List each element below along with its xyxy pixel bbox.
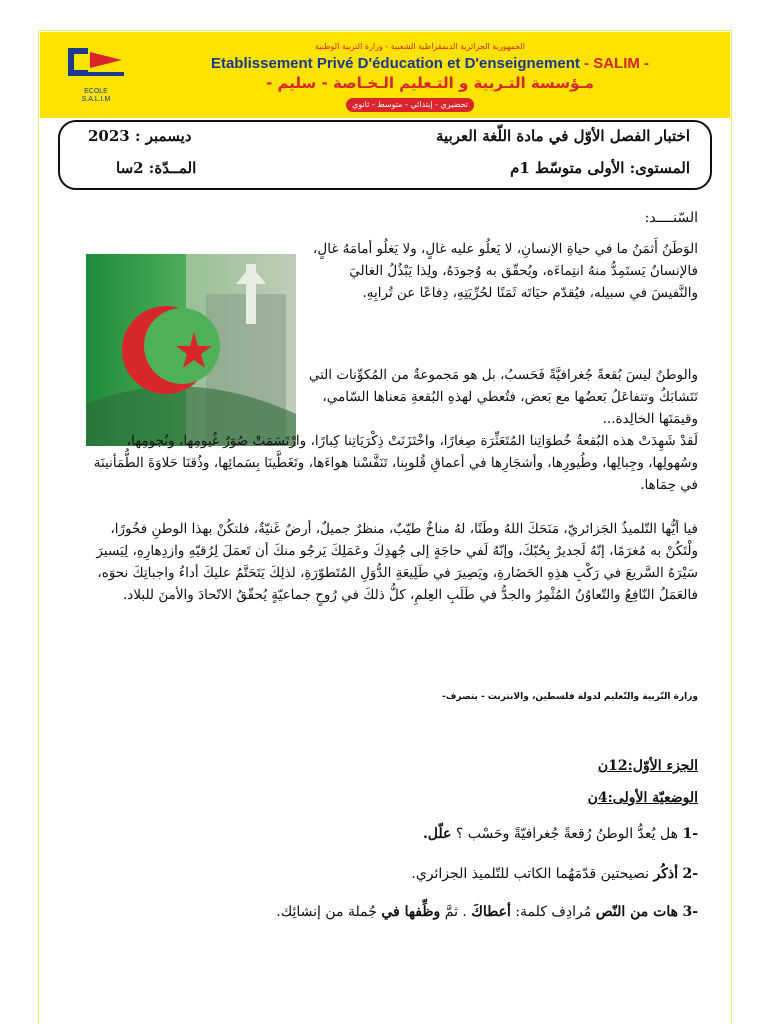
part-one-heading: الجزء الأوّل:12ن: [597, 758, 698, 774]
exam-date: ديسمبر : 2023: [88, 127, 192, 145]
situation-one-heading: الوضعيّة الأولى:4ن: [587, 790, 698, 806]
question-2-instruction: أذكُر: [653, 866, 678, 882]
question-2-number: -2: [682, 866, 698, 882]
exam-duration: المــدّة: 2سا: [116, 159, 197, 177]
logo-text-ecole: ECOLE: [84, 88, 108, 95]
question-3: [276, 904, 698, 920]
algeria-flag-image: [86, 254, 296, 446]
question-3-word: أعطاكَ: [471, 904, 511, 920]
school-name-ar: مـؤسسة التـربية و التـعليم الـخـاصة - سليم -: [266, 74, 594, 92]
paragraph-3: لَقدْ شَهِدَتْ هذه البُقعةُ خُطوَاتِنا المُتَعَثِّرَة صِغارًا، واخْتَزَنَتْ ذِكْرَيَاتِنا كِبارًا، وارْتَسَمَتْ صُوَرُ غُيومِها، ونُجومِها، وسُهولِها، وجِبالِها، وطُيورِها، وأشجَارِها في أعماقِ قُلوبِنا، تَنَفَّسْنا هواءَها، وتَغَطَّينَا بِسَمائِها، وذُقنَا حَلاوَةَ الطُّمَأنينَة في حِمَاها.: [93, 433, 698, 493]
exam-title: اختبار الفصل الأوّل في مادة اللّغة العربية: [436, 127, 690, 145]
text-source: وزارة التّربية والتّعليم لدولة فلسطين، والانترنت - بتصرف-: [442, 692, 698, 702]
school-name-fr-salim: - SALIM -: [584, 55, 650, 72]
logo-text-salim: S.A.L.I.M: [81, 96, 111, 103]
school-name-fr: [150, 55, 710, 72]
question-1-number: -1: [682, 826, 698, 842]
question-3-end: جُملة من إنشائِك.: [276, 904, 377, 920]
question-1-text: هل يُعدُّ الوطنُ رُقعةً جُغرافيّةً وحَسْب ؟: [455, 826, 678, 842]
ministry-line: الجمهورية الجزائرية الديمقراطية الشعبية - وزارة التربية الوطنية: [315, 42, 525, 51]
question-3-then: . ثمَّ: [444, 904, 467, 920]
paragraph-4: فيا أيُّها التّلميذُ الجَزائريّ، مَنَحَكَ اللهُ وطَنًا، لهُ مناخٌ طيّبٌ، منظرٌ جميلٌ، أرضٌ غَنيّةٌ، فلتكُنْ بهذا الوطنِ فخُورًا، ولْتَكُنْ به مُغرَمًا، إنّهُ لَجديرٌ بِحُبّكَ، وإنّهُ لَفي حاجَةٍ إلى جُهدِكَ وعَمَلِكَ يَرجُو منكَ أن تَعمَلَ لِرُقيّهِ وازدِهارِهِ، لِيَسيرَ سَيْرَهُ السَّريعَ في رَكْبِ هذِهِ الحَضَارةِ، ويَصِيرَ في طَلِيعَةِ الدُّوَلِ المُتَطوّرَةِ، لذلِكَ يَتَحَتَّمُ عليكَ أداءُ واجباتِكَ نحوَه، فالعَمَلُ النّافِعُ والتّعاوُنُ المُثْمِرُ والجدُّ في طَلَبِ العِلمِ، كلُّ ذلكَ في رُوحٍ جماعيّةٍ يُحقّقُ الاتّحادَ والأمنَ للبلاد.: [96, 521, 698, 603]
question-1: [423, 826, 698, 842]
question-2: [411, 866, 698, 882]
question-1-instruction: علّل.: [422, 826, 452, 842]
question-3-number: -3: [682, 904, 698, 920]
logo-text: [60, 88, 132, 104]
question-2-text: نصيحتين قدّمَهُما الكاتب للتّلميذ الجزائري.: [411, 866, 650, 882]
exam-level: المستوى: الأولى متوسّط 1م: [510, 159, 690, 177]
levels-badge: تحضيري - إبتدائي - متوسط - ثانوي: [346, 98, 474, 112]
sanad-heading: السّنــــد:: [644, 210, 698, 226]
question-3-text: مُرادِف كلمة:: [515, 904, 592, 920]
school-name-fr-main: Etablissement Privé D'éducation et D'enseignement: [210, 55, 580, 72]
paragraph-1: الوَطَنُ أَثمَنُ ما في حياةِ الإنسانِ، لا يَعلُو عليه غالٍ، ولا يَغلُو أمامَهُ غالٍ، فالإنسانُ يَستَمِدُّ منهُ انتِماءَه، ويُحقّق به وُجودَهُ، ولِذا يَبْذُلُ الغاليَ والنَّفيسَ في سبيله، فيُقدّم حيَاتَه ثَمَنًا لحُرِّيَتِهِ، دِفاعًا عن تُرابِهِ.: [313, 241, 698, 301]
question-3-instruction: هات من النّص: [595, 904, 678, 920]
paragraph-2: والوطنُ ليسَ بُقعةً جُغرافيَّةً فَحَسبُ، بل هو مَجموعةٌ من المُكوِّنات التي تَتَشابَكُ وتتفاعَلُ بَعضُها مع بَعض، فتُعطي لهذهِ البُقعةِ مَعناها السّامي، وقيمَتَها الخالِدة...: [308, 367, 698, 427]
question-3-instruction-2: وظِّفها في: [381, 904, 441, 920]
